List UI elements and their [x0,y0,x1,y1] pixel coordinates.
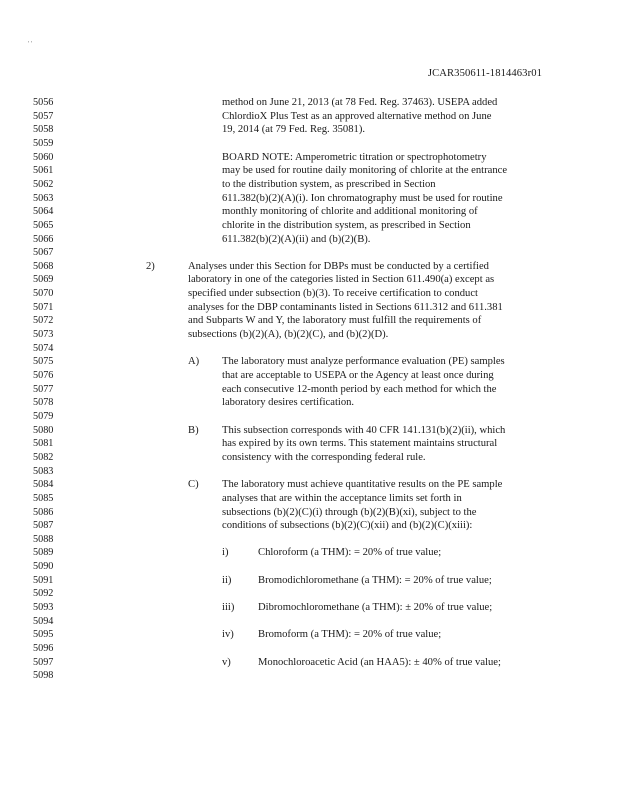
text-line: Dibromochloromethane (a THM): ± 20% of true value; [258,602,493,614]
line-number: 5073 [33,329,54,341]
text-line: subsections (b)(2)(A), (b)(2)(C), and (b)(2)(D). [188,329,389,341]
line-number: 5069 [33,274,54,286]
text-line: method on June 21, 2013 (at 78 Fed. Reg. 37463). USEPA added [222,97,498,108]
line-number: 5088 [33,533,54,545]
text-line: laboratory in one of the categories listed in Section 611.490(a) except as [188,274,495,286]
line-number: 5072 [33,315,54,327]
line-number: 5090 [33,561,54,573]
line-number: 5056 [33,97,54,108]
text-line: to the distribution system, as prescribed in Section [222,178,436,190]
text-line: Bromodichloromethane (a THM): = 20% of true value; [258,574,492,586]
text-line: Analyses under this Section for DBPs must be conducted by a certified [188,260,489,272]
text-line: analyses that are within the acceptance limits set forth in [222,492,462,504]
line-number: 5060 [33,151,54,163]
text-line: consistency with the corresponding federal rule. [222,451,426,463]
text-line: Monochloroacetic Acid (an HAA5): ± 40% of true value; [258,656,501,668]
line-number: 5075 [33,356,54,368]
line-number: 5057 [33,110,54,122]
subsection-label: A) [188,356,200,368]
text-line: Bromoform (a THM): = 20% of true value; [258,629,442,641]
line-number: 5058 [33,124,54,136]
text-line: The laboratory must achieve quantitative results on the PE sample [222,479,503,491]
line-number: 5065 [33,219,54,231]
line-number: 5076 [33,370,54,381]
text-line: each consecutive 12-month period by each method for which the [222,383,497,395]
text-line: 611.382(b)(2)(A)(ii) and (b)(2)(B). [222,233,371,245]
line-number: 5094 [33,615,54,627]
line-number: 5074 [33,342,54,354]
line-number: 5067 [33,247,54,259]
text-line: monthly monitoring of chlorite and additional monitoring of [222,206,478,218]
text-line: conditions of subsections (b)(2)(C)(xii) and (b)(2)(C)(xiii): [222,520,473,532]
line-number: 5093 [33,602,54,614]
text-line: and Subparts W and Y, the laboratory must fulfill the requirements of [188,315,482,327]
line-number: 5066 [33,233,54,245]
text-line: specified under subsection (b)(3). To receive certification to conduct [188,288,478,300]
text-line: has expired by its own terms. This statement maintains structural [222,438,498,450]
line-number: 5063 [33,192,54,204]
text-line: BOARD NOTE: Amperometric titration or spectrophotometry [222,151,487,163]
line-number: 5061 [33,165,54,177]
text-line: Chloroform (a THM): = 20% of true value; [258,547,442,559]
subsection-label: iv) [222,629,234,641]
document-id: JCAR350611-1814463r01 [427,68,542,79]
text-line: laboratory desires certification. [222,397,355,409]
line-number: 5098 [33,670,54,682]
subsection-label: i) [222,547,229,559]
line-number: 5059 [33,137,54,149]
text-line: chlorite in the distribution system, as prescribed in Section [222,219,471,231]
line-number: 5086 [33,506,54,518]
subsection-label: B) [188,424,199,436]
text-line: analyses for the DBP contaminants listed in Sections 611.312 and 611.381 [188,301,503,313]
line-number: 5062 [33,178,54,190]
text-line: subsections (b)(2)(C)(i) through (b)(2)(B)(xi), subject to the [222,506,477,518]
line-number: 5095 [33,629,54,641]
line-number: 5070 [33,288,54,300]
line-number: 5083 [33,465,54,477]
text-line: 19, 2014 (at 79 Fed. Reg. 35081). [222,124,366,136]
line-number: 5089 [33,547,54,559]
line-number: 5096 [33,643,54,654]
line-number: 5078 [33,397,54,409]
subsection-label: iii) [222,602,235,614]
line-number: 5081 [33,438,54,450]
line-number: 5064 [33,206,54,218]
text-line: 611.382(b)(2)(A)(i). Ion chromatography must be used for routine [222,192,503,204]
line-number: 5085 [33,492,54,504]
line-number: 5068 [33,260,54,272]
line-number: 5091 [33,574,54,586]
scan-marks: ' ' [28,40,33,48]
subsection-label: 2) [146,260,155,272]
line-number: 5082 [33,451,54,463]
text-line: that are acceptable to USEPA or the Agency at least once during [222,370,494,381]
text-line: The laboratory must analyze performance evaluation (PE) samples [222,356,505,368]
text-line: may be used for routine daily monitoring of chlorite at the entrance [222,165,508,177]
subsection-label: ii) [222,574,232,586]
line-number: 5092 [33,588,54,600]
subsection-label: v) [222,656,231,668]
text-line: This subsection corresponds with 40 CFR 141.131(b)(2)(ii), which [222,424,506,436]
line-number: 5097 [33,656,54,668]
line-number: 5077 [33,383,54,395]
line-number: 5087 [33,520,54,532]
subsection-label: C) [188,479,199,491]
line-number: 5071 [33,301,54,313]
text-line: ChlordioX Plus Test as an approved alternative method on June [222,110,492,122]
line-number: 5084 [33,479,54,491]
line-number: 5080 [33,424,54,436]
line-number: 5079 [33,410,54,422]
